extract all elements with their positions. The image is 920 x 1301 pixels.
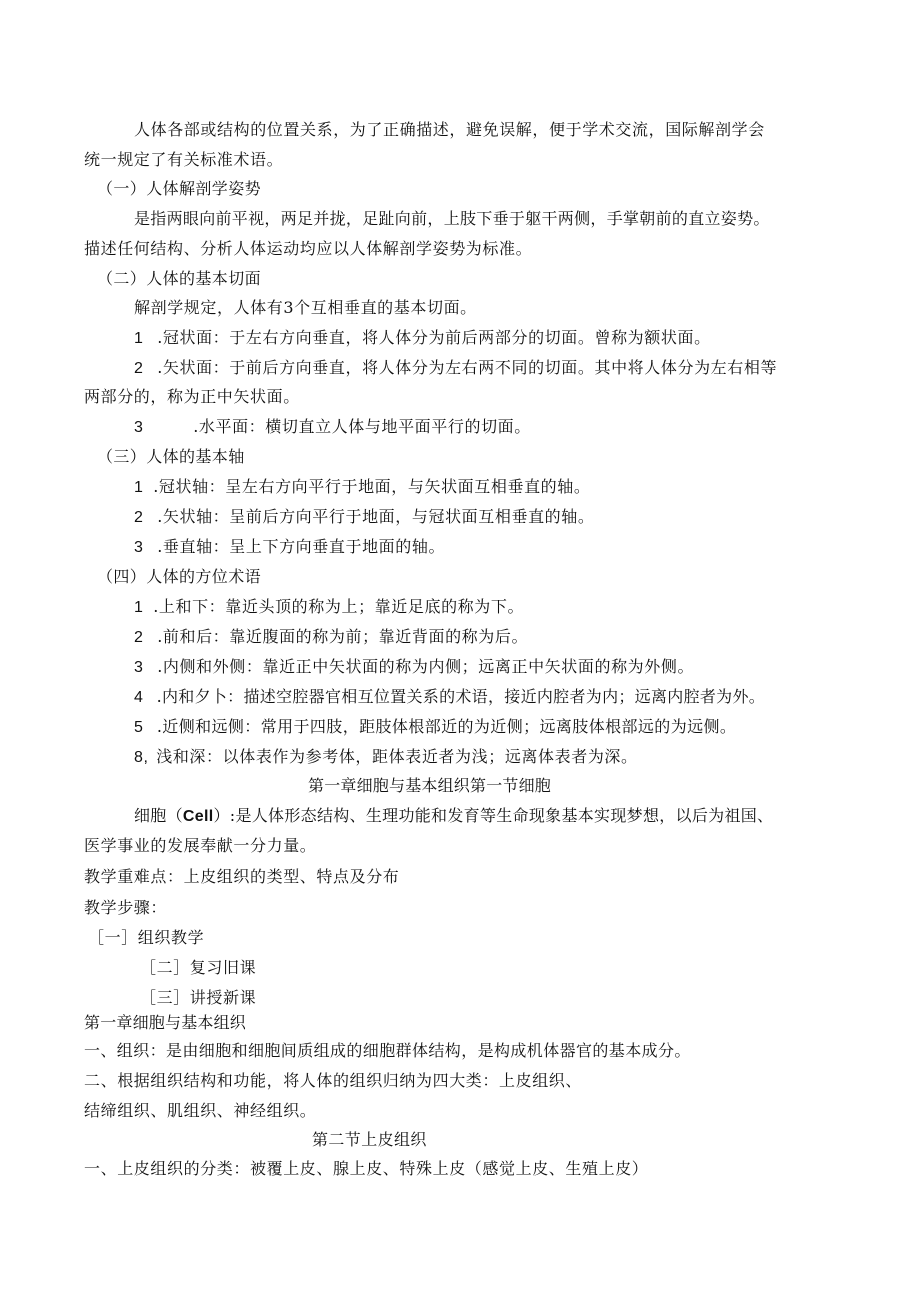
term-item-5 [134, 716, 736, 739]
section-4-title: （四）人体的方位术语 [97, 567, 262, 586]
plane-item-2-continued: 两部分的，称为正中矢状面。 [84, 387, 300, 406]
term-item-3-num: 3 [134, 659, 144, 676]
term-item-2-text: .前和后：靠近腹面的称为前；靠近背面的称为后。 [157, 627, 529, 646]
section-3-title: （三）人体的基本轴 [97, 447, 245, 466]
term-item-6-text: 浅和深：以体表作为参考体，距体表近者为浅；远离体表者为深。 [156, 747, 638, 766]
chapter-1-heading: 第一章细胞与基本组织第一节细胞 [308, 776, 552, 795]
term-item-6-num: 8, [134, 749, 149, 766]
key-points: 教学重难点：上皮组织的类型、特点及分布 [84, 867, 400, 886]
term-item-1 [134, 596, 524, 619]
step-1: ［一］组织教学 [88, 928, 205, 947]
plane-item-3 [134, 416, 531, 439]
step-2: ［二］复习旧课 [140, 958, 257, 977]
term-item-5-num: 5 [134, 719, 144, 736]
cell-definition-line-1 [134, 805, 773, 828]
axis-item-1-text: .冠状轴：呈左右方向平行于地面，与矢状面互相垂直的轴。 [153, 477, 591, 496]
axis-item-1 [134, 476, 590, 499]
section-1-line-2: 描述任何结构、分析人体运动均应以人体解剖学姿势为标准。 [84, 239, 533, 258]
section-1-title: （一）人体解剖学姿势 [97, 179, 262, 198]
intro-line-2: 统一规定了有关标准术语。 [84, 150, 284, 169]
plane-item-2-text: .矢状面：于前后方向垂直，将人体分为左右两不同的切面。其中将人体分为左右相等 [157, 358, 778, 377]
plane-item-1-num: 1 [134, 330, 144, 347]
axis-item-3 [134, 536, 445, 559]
tissue-classification-line-1: 二、根据组织结构和功能，将人体的组织归纳为四大类：上皮组织、 [84, 1071, 583, 1090]
cell-term: 细胞（ [134, 806, 183, 825]
axis-item-1-num: 1 [134, 479, 144, 496]
steps-label: 教学步骤： [84, 898, 168, 917]
section-2-title: （二）人体的基本切面 [97, 269, 262, 288]
axis-item-3-text: .垂直轴：呈上下方向垂直于地面的轴。 [157, 537, 446, 556]
step-3: ［三］讲授新课 [140, 988, 257, 1007]
tissue-classification-line-2: 结缔组织、肌组织、神经组织。 [84, 1101, 317, 1120]
cell-definition-text: ）:是人体形态结构、生理功能和发育等生命现象基本实现梦想，以后为祖国、 [213, 806, 774, 825]
section-2-heading: 第二节上皮组织 [312, 1130, 427, 1149]
term-item-6 [134, 746, 638, 769]
epithelium-classification: 一、上皮组织的分类：被覆上皮、腺上皮、特殊上皮（感觉上皮、生殖上皮） [84, 1159, 649, 1178]
cell-definition-line-2: 医学事业的发展奉献一分力量。 [84, 836, 317, 855]
section-2-intro: 解剖学规定，人体有3个互相垂直的基本切面。 [134, 298, 477, 317]
section-1-line-1: 是指两眼向前平视，两足并拢，足趾向前，上肢下垂于躯干两侧，手掌朝前的直立姿势。 [134, 209, 770, 228]
axis-item-2 [134, 506, 594, 529]
term-item-1-num: 1 [134, 599, 144, 616]
plane-item-2 [134, 357, 777, 380]
plane-item-2-num: 2 [134, 360, 144, 377]
intro-line-1: 人体各部或结构的位置关系，为了正确描述，避免误解，便于学术交流，国际解剖学会 [134, 120, 765, 139]
plane-item-1 [134, 327, 711, 350]
term-item-3 [134, 656, 694, 679]
term-item-1-text: .上和下：靠近头顶的称为上；靠近足底的称为下。 [153, 597, 525, 616]
term-item-5-text: .近侧和远侧：常用于四肢，距肢体根部近的为近侧；远离肢体根部远的为远侧。 [156, 717, 737, 736]
chapter-1-title: 第一章细胞与基本组织 [84, 1013, 247, 1032]
axis-item-2-text: .矢状轴：呈前后方向平行于地面，与冠状面互相垂直的轴。 [157, 507, 595, 526]
term-item-4-text: .内和夕卜：描述空腔器官相互位置关系的术语，接近内腔者为内；远离内腔者为外。 [156, 687, 766, 706]
term-item-4 [134, 686, 765, 709]
term-item-2 [134, 626, 528, 649]
axis-item-2-num: 2 [134, 509, 144, 526]
term-item-3-text: .内侧和外侧：靠近正中矢状面的称为内侧；远离正中矢状面的称为外侧。 [157, 657, 695, 676]
term-item-4-num: 4 [134, 689, 144, 706]
plane-item-1-text: .冠状面：于左右方向垂直，将人体分为前后两部分的切面。曾称为额状面。 [157, 328, 711, 347]
cell-english-term: Cell [182, 808, 214, 825]
term-item-2-num: 2 [134, 629, 144, 646]
axis-item-3-num: 3 [134, 539, 144, 556]
plane-item-3-num: 3 [134, 419, 144, 436]
plane-item-3-text: .水平面：横切直立人体与地平面平行的切面。 [193, 417, 531, 436]
tissue-definition: 一、组织：是由细胞和细胞间质组成的细胞群体结构，是构成机体器官的基本成分。 [84, 1041, 691, 1060]
